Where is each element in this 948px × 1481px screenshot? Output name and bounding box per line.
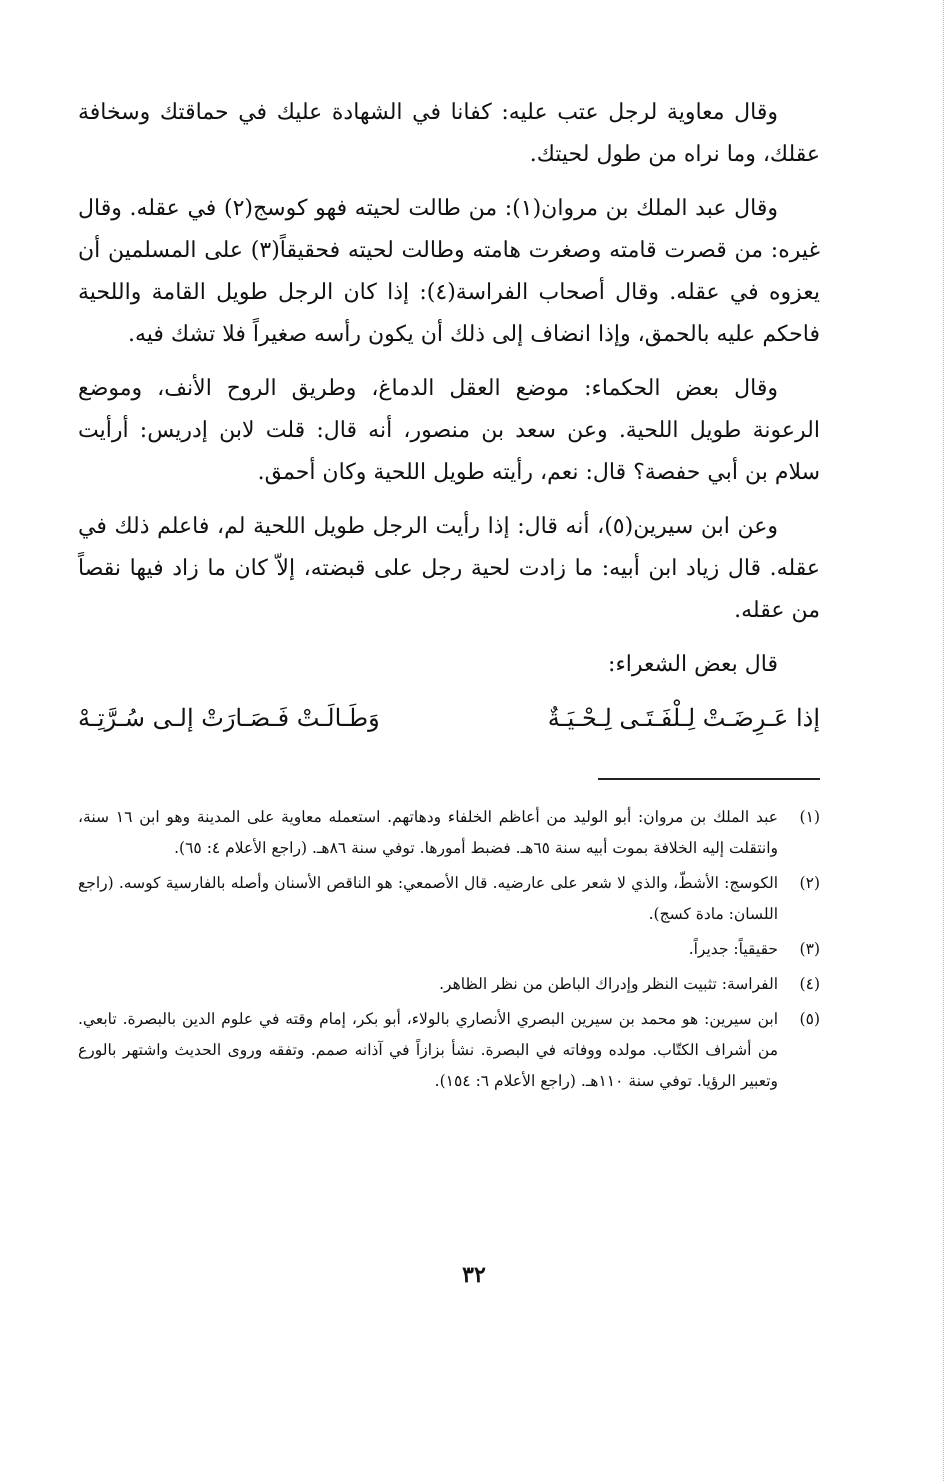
verse-first-hemistich: إذا عَـرِضَـتْ لِـلْفَـتَـى لِـحْـيَـةٌ — [547, 704, 820, 732]
page-number: ٣٢ — [462, 1262, 486, 1288]
footnote-number: (٣) — [799, 940, 820, 958]
footnote-divider — [598, 778, 820, 780]
footnote-4 — [78, 969, 820, 1000]
scan-edge-line — [942, 0, 944, 1481]
paragraph-3: وقال بعض الحكماء: موضع العقل الدماغ، وطريق الروح الأنف، وموضع الرعونة طويل اللحية. وعن سعد بن منصور، أنه قال: قلت لابن إدريس: أرأيت سلام بن أبي حفصة؟ قال: نعم، رأيته طويل اللحية وكان أحمق. — [78, 376, 820, 485]
footnote-text: الكوسج: الأشطّ، والذي لا شعر على عارضيه. قال الأصمعي: هو الناقص الأسنان وأصله بالفارسية كوسه. (راجع اللسان: مادة كسج). — [78, 874, 778, 923]
paragraph-2: وقال عبد الملك بن مروان(١): من طالت لحيته فهو كوسج(٢) في عقله. وقال غيره: من قصرت قامته وصغرت هامته وطالت لحيته فحقيقاً(٣) على المسلمين أن يعزوه في عقله. وقال أصحاب الفراسة(٤): إذا كان الرجل طويل القامة واللحية فاحكم عليه بالحمق، وإذا انضاف إلى ذلك أن يكون رأسه صغيراً فلا تشك فيه. — [78, 196, 820, 347]
page-body — [78, 92, 820, 1101]
footnote-3 — [78, 934, 820, 965]
footnote-5 — [78, 1004, 820, 1097]
footnote-number: (١) — [799, 808, 820, 826]
verse-intro: قال بعض الشعراء: — [608, 652, 778, 677]
footnote-number: (٥) — [799, 1010, 820, 1028]
paragraph-1: وقال معاوية لرجل عتب عليه: كفانا في الشهادة عليك في حماقتك وسخافة عقلك، وما نراه من طول لحيتك. — [78, 100, 820, 167]
footnote-text: عبد الملك بن مروان: أبو الوليد من أعاظم الخلفاء ودهاتهم. استعمله معاوية على المدينة وهو ابن ١٦ سنة، وانتقلت إليه الخلافة بموت أبيه سنة ٦٥هـ. فضبط أمورها. توفي سنة ٨٦هـ. (راجع الأعلام ٤: ٦٥). — [78, 808, 779, 857]
footnote-text: حقيقياً: جديراً. — [688, 940, 778, 958]
poem-verse — [78, 696, 820, 740]
paragraph-4: وعن ابن سيرين(٥)، أنه قال: إذا رأيت الرجل طويل اللحية لم، فاعلم ذلك في عقله. قال زياد ابن أبيه: ما زادت لحية رجل على قبضته، إلاّ كان ما زاد فيها نقصاً من عقله. — [78, 514, 820, 623]
footnote-1 — [78, 802, 820, 864]
verse-second-hemistich: وَطَـالَـتْ فَـصَـارَتْ إلـى سُـرَّتِـهْ — [78, 704, 380, 732]
footnote-number: (٢) — [799, 874, 820, 892]
footnote-text: الفراسة: تثبيت النظر وإدراك الباطن من نظر الظاهر. — [439, 975, 778, 993]
main-text — [78, 92, 820, 632]
footnote-text: ابن سيرين: هو محمد بن سيرين البصري الأنصاري بالولاء، أبو بكر، إمام وقته في علوم الدين بالبصرة. تابعي. من أشراف الكتّاب. مولده ووفاته في البصرة. نشأ بزازاً في آذانه صمم. وتفقه وروى الحديث واشتهر بالورع وتعبير الرؤيا. توفي سنة ١١٠هـ. (راجع الأعلام ٦: ١٥٤). — [78, 1010, 778, 1090]
footnote-2 — [78, 868, 820, 930]
footnotes — [78, 802, 820, 1097]
footnote-number: (٤) — [799, 975, 820, 993]
